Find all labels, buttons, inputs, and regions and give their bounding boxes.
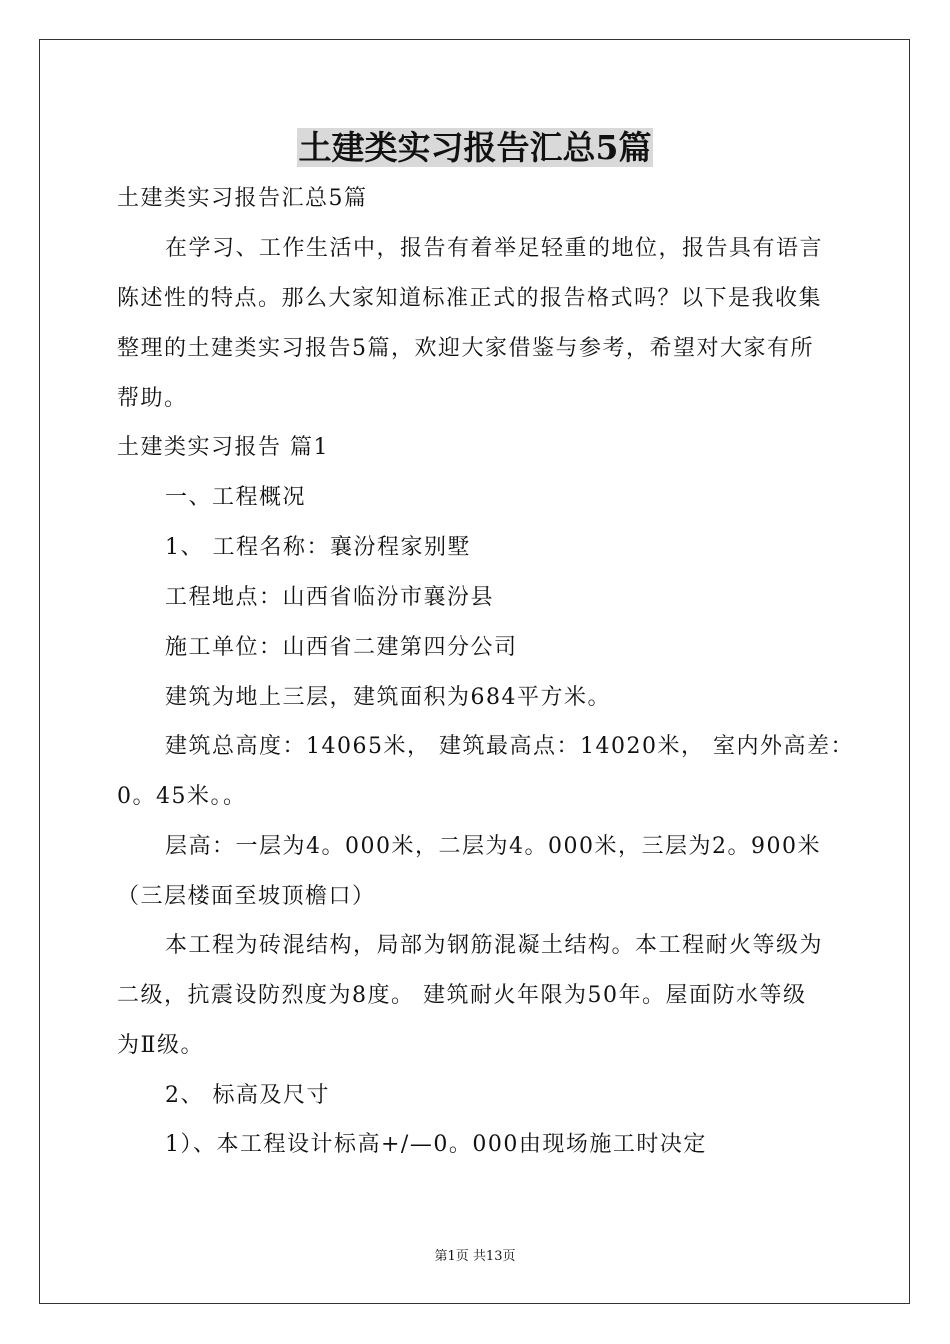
text-line: 工程地点：山西省临汾市襄汾县 bbox=[165, 585, 495, 610]
document-title bbox=[0, 124, 950, 172]
text-line: 本工程为砖混结构，局部为钢筋混凝土结构。本工程耐火等级为 bbox=[165, 933, 824, 958]
text-line: 在学习、工作生活中，报告有着举足轻重的地位，报告具有语言 bbox=[165, 236, 824, 261]
text-line: 层高：一层为4。000米，二层为4。000米，三层为2。900米 bbox=[165, 834, 821, 859]
text-line: 为Ⅱ级。 bbox=[117, 1033, 204, 1058]
text-line: （三层楼面至坡顶檐口） bbox=[117, 884, 376, 909]
page-footer: 第1页 共13页 bbox=[434, 1249, 516, 1264]
page-border bbox=[39, 39, 910, 1304]
text-line: 陈述性的特点。那么大家知道标准正式的报告格式吗？以下是我收集 bbox=[117, 286, 823, 311]
text-line: 施工单位：山西省二建第四分公司 bbox=[165, 635, 518, 660]
text-line: 土建类实习报告汇总5篇 bbox=[117, 186, 368, 211]
text-line: 2、 标高及尺寸 bbox=[165, 1083, 330, 1108]
text-line: 0。45米。。 bbox=[117, 784, 247, 809]
text-line: 二级，抗震设防烈度为8度。 建筑耐火年限为50年。屋面防水等级 bbox=[117, 983, 807, 1008]
text-line: 一、工程概况 bbox=[165, 485, 307, 510]
text-line: 1、 工程名称：襄汾程家别墅 bbox=[165, 535, 471, 560]
text-line: 整理的土建类实习报告5篇，欢迎大家借鉴与参考，希望对大家有所 bbox=[117, 336, 814, 361]
text-line: 建筑总高度：14065米， 建筑最高点：14020米， 室内外高差： bbox=[165, 734, 854, 759]
text-line: 帮助。 bbox=[117, 386, 188, 411]
section-heading: 土建类实习报告 篇1 bbox=[117, 435, 329, 460]
text-line: 建筑为地上三层，建筑面积为684平方米。 bbox=[165, 685, 611, 710]
document-title-text: 土建类实习报告汇总5篇 bbox=[298, 128, 652, 167]
text-line: 1）、本工程设计标高+/—0。000由现场施工时决定 bbox=[165, 1132, 707, 1157]
